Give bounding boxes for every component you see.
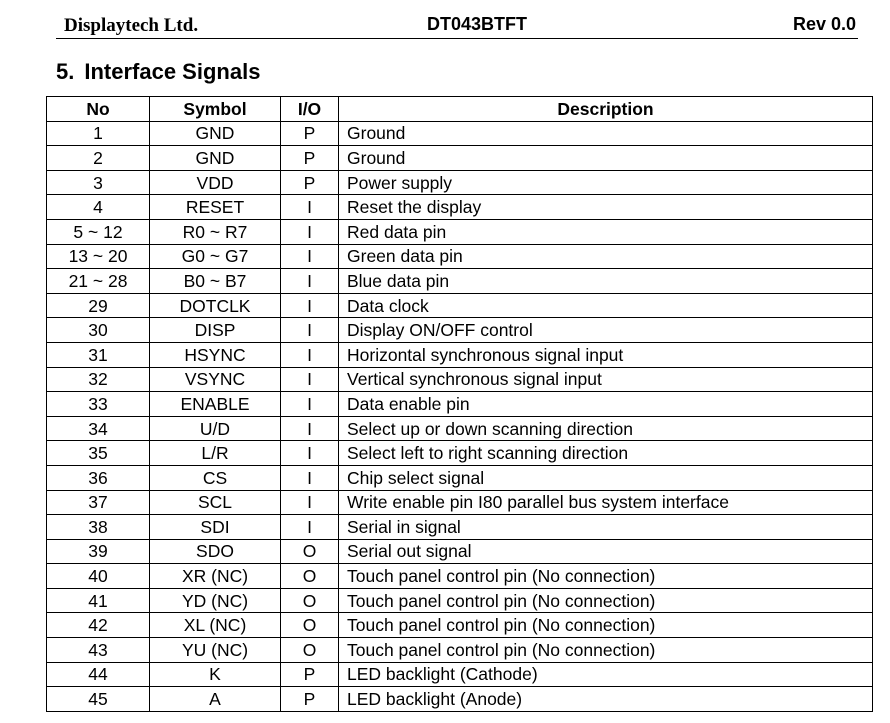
model-number: DT043BTFT <box>426 14 527 34</box>
cell-io: O <box>281 539 339 564</box>
cell-io: P <box>281 687 339 712</box>
company-name: Displaytech Ltd. <box>64 15 199 36</box>
cell-io: P <box>281 146 339 171</box>
column-header-io: I/O <box>281 97 339 122</box>
cell-description: Green data pin <box>339 244 873 269</box>
table-row <box>47 515 873 540</box>
table-row <box>47 367 873 392</box>
table-row <box>47 662 873 687</box>
cell-io: O <box>281 588 339 613</box>
cell-no: 32 <box>47 367 150 392</box>
cell-symbol: A <box>150 687 281 712</box>
table-row <box>47 170 873 195</box>
cell-no: 4 <box>47 195 150 220</box>
table-header-row <box>47 97 873 122</box>
cell-symbol: U/D <box>150 416 281 441</box>
cell-description: Chip select signal <box>339 465 873 490</box>
cell-io: I <box>281 195 339 220</box>
cell-io: I <box>281 219 339 244</box>
cell-description: Ground <box>339 121 873 146</box>
table-row <box>47 146 873 171</box>
cell-io: I <box>281 416 339 441</box>
cell-symbol: SCL <box>150 490 281 515</box>
column-header-no: No <box>47 97 150 122</box>
section-number: 5. <box>56 59 75 84</box>
cell-description: Vertical synchronous signal input <box>339 367 873 392</box>
cell-description: Serial in signal <box>339 515 873 540</box>
page-header <box>56 12 858 39</box>
cell-no: 31 <box>47 342 150 367</box>
cell-symbol: GND <box>150 146 281 171</box>
cell-description: Touch panel control pin (No connection) <box>339 638 873 663</box>
cell-io: I <box>281 441 339 466</box>
cell-description: Horizontal synchronous signal input <box>339 342 873 367</box>
table-row <box>47 293 873 318</box>
cell-no: 1 <box>47 121 150 146</box>
cell-no: 13 ~ 20 <box>47 244 150 269</box>
cell-io: P <box>281 170 339 195</box>
cell-io: P <box>281 662 339 687</box>
cell-description: Data enable pin <box>339 392 873 417</box>
table-row <box>47 219 873 244</box>
table-row <box>47 539 873 564</box>
table-row <box>47 195 873 220</box>
cell-symbol: G0 ~ G7 <box>150 244 281 269</box>
cell-no: 42 <box>47 613 150 638</box>
cell-no: 38 <box>47 515 150 540</box>
cell-symbol: DOTCLK <box>150 293 281 318</box>
cell-symbol: GND <box>150 121 281 146</box>
cell-io: I <box>281 269 339 294</box>
cell-description: Select left to right scanning direction <box>339 441 873 466</box>
table-row <box>47 441 873 466</box>
cell-io: I <box>281 465 339 490</box>
cell-description: Touch panel control pin (No connection) <box>339 613 873 638</box>
cell-no: 30 <box>47 318 150 343</box>
cell-io: I <box>281 367 339 392</box>
cell-symbol: RESET <box>150 195 281 220</box>
table-row <box>47 465 873 490</box>
cell-symbol: SDI <box>150 515 281 540</box>
table-row <box>47 342 873 367</box>
cell-symbol: YD (NC) <box>150 588 281 613</box>
table-row <box>47 416 873 441</box>
cell-io: I <box>281 318 339 343</box>
cell-symbol: VDD <box>150 170 281 195</box>
interface-signals-table <box>46 96 873 712</box>
cell-symbol: K <box>150 662 281 687</box>
cell-symbol: L/R <box>150 441 281 466</box>
cell-symbol: HSYNC <box>150 342 281 367</box>
cell-io: O <box>281 613 339 638</box>
table-row <box>47 318 873 343</box>
cell-symbol: CS <box>150 465 281 490</box>
cell-no: 5 ~ 12 <box>47 219 150 244</box>
cell-description: Ground <box>339 146 873 171</box>
revision-label: Rev 0.0 <box>792 14 856 34</box>
cell-description: Power supply <box>339 170 873 195</box>
cell-no: 36 <box>47 465 150 490</box>
cell-description: Touch panel control pin (No connection) <box>339 564 873 589</box>
cell-no: 44 <box>47 662 150 687</box>
table-row <box>47 588 873 613</box>
table-row <box>47 121 873 146</box>
cell-symbol: YU (NC) <box>150 638 281 663</box>
cell-symbol: XL (NC) <box>150 613 281 638</box>
table-row <box>47 490 873 515</box>
table-row <box>47 392 873 417</box>
cell-io: I <box>281 515 339 540</box>
cell-description: Reset the display <box>339 195 873 220</box>
column-header-symbol: Symbol <box>150 97 281 122</box>
cell-no: 35 <box>47 441 150 466</box>
cell-io: I <box>281 293 339 318</box>
cell-description: Write enable pin I80 parallel bus system interface <box>339 490 873 515</box>
table-row <box>47 269 873 294</box>
table-row <box>47 638 873 663</box>
cell-symbol: DISP <box>150 318 281 343</box>
cell-description: Touch panel control pin (No connection) <box>339 588 873 613</box>
cell-symbol: B0 ~ B7 <box>150 269 281 294</box>
cell-description: LED backlight (Anode) <box>339 687 873 712</box>
cell-no: 40 <box>47 564 150 589</box>
cell-symbol: ENABLE <box>150 392 281 417</box>
cell-io: P <box>281 121 339 146</box>
table-row <box>47 613 873 638</box>
section-title-text: Interface Signals <box>84 59 261 84</box>
cell-symbol: R0 ~ R7 <box>150 219 281 244</box>
cell-io: I <box>281 244 339 269</box>
cell-symbol: XR (NC) <box>150 564 281 589</box>
cell-symbol: VSYNC <box>150 367 281 392</box>
cell-no: 45 <box>47 687 150 712</box>
table-row <box>47 244 873 269</box>
cell-description: Red data pin <box>339 219 873 244</box>
cell-io: I <box>281 490 339 515</box>
cell-symbol: SDO <box>150 539 281 564</box>
table-row <box>47 687 873 712</box>
cell-no: 41 <box>47 588 150 613</box>
cell-no: 37 <box>47 490 150 515</box>
column-header-description: Description <box>339 97 873 122</box>
cell-description: Data clock <box>339 293 873 318</box>
cell-description: Display ON/OFF control <box>339 318 873 343</box>
cell-no: 33 <box>47 392 150 417</box>
cell-no: 34 <box>47 416 150 441</box>
cell-description: Serial out signal <box>339 539 873 564</box>
cell-io: I <box>281 342 339 367</box>
cell-no: 2 <box>47 146 150 171</box>
cell-no: 3 <box>47 170 150 195</box>
cell-no: 21 ~ 28 <box>47 269 150 294</box>
cell-io: I <box>281 392 339 417</box>
cell-io: O <box>281 564 339 589</box>
cell-description: Blue data pin <box>339 269 873 294</box>
cell-no: 29 <box>47 293 150 318</box>
cell-description: Select up or down scanning direction <box>339 416 873 441</box>
cell-description: LED backlight (Cathode) <box>339 662 873 687</box>
table-row <box>47 564 873 589</box>
section-title <box>56 59 260 85</box>
cell-no: 43 <box>47 638 150 663</box>
cell-no: 39 <box>47 539 150 564</box>
cell-io: O <box>281 638 339 663</box>
